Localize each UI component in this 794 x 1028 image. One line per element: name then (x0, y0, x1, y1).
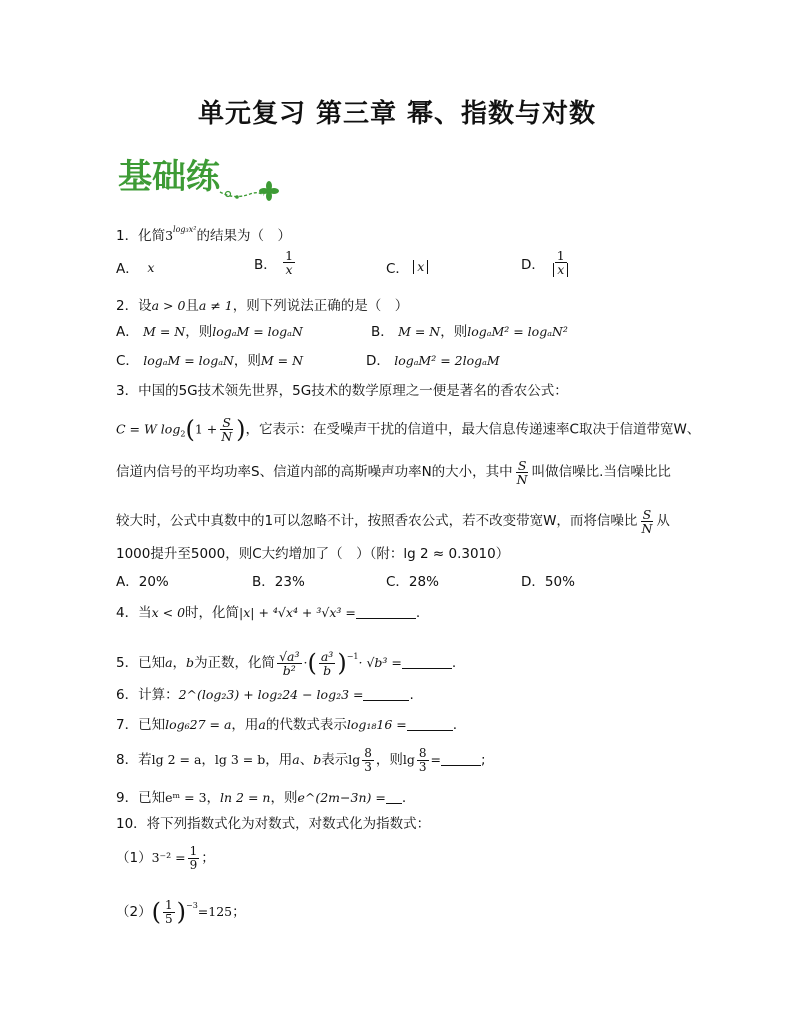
q5-text-a: 5．已知 (116, 655, 166, 671)
q10-p2-fraction (163, 899, 175, 926)
q5-exponent: −1 (346, 652, 359, 661)
q2-a-result: logₐM = logₐN (212, 324, 303, 339)
q3-line-1: 3．中国的5G技术领先世界，5G技术的数学原理之一便是著名的香农公式： (116, 383, 568, 399)
q1-a-label: A． (116, 261, 139, 277)
question-7 (116, 716, 457, 734)
q7-text-a: 7．已知 (116, 717, 166, 733)
q5-f1-den: b² (282, 662, 296, 678)
q8-text-c: 表示 (321, 752, 349, 768)
q9-sep: ， (206, 790, 221, 806)
q1-option-d[interactable] (521, 249, 572, 277)
question-6 (116, 686, 414, 704)
q3-snr-fraction-2 (639, 508, 654, 535)
q4-expr: |x| + ⁴√x⁴ + ³√x³ = (239, 605, 356, 620)
q2-c-label: C． (116, 353, 139, 369)
question-5: 5．已知a，b为正数，化简 $\frac{\text{√a³}}{\text{b²}}$ ·( $\frac{\text{a³}}{b}$ )$^{-1}$· √b³ = . (116, 648, 457, 678)
q8-e2: lg 3 = b (214, 752, 266, 767)
q3-formula-fraction (219, 416, 234, 443)
q3-formula-sub: 2 (180, 429, 186, 439)
q8-var-b: b (313, 752, 322, 767)
q1-d-num: 1 (556, 248, 565, 263)
q8-lg-2: lg (402, 752, 415, 767)
q8-end: ; (481, 752, 486, 768)
q3-snr-fraction-1 (515, 459, 530, 486)
q4-end: . (415, 605, 421, 621)
q3-line-4 (116, 507, 670, 535)
q3-option-b[interactable]: B．23% (252, 574, 305, 590)
question-8 (116, 746, 486, 774)
q8-den-2: 3 (418, 759, 427, 774)
q9-answer-blank[interactable] (386, 791, 402, 804)
q2-option-c[interactable] (116, 352, 303, 370)
q5-text-c: 为正数，化简 (194, 655, 276, 671)
q1-b-den: x (285, 262, 293, 277)
q10-p2-end: ； (232, 904, 246, 920)
q10-p1-label: （1） (116, 850, 152, 866)
q2-d-label: D． (366, 353, 390, 369)
q8-text-a: 8．若 (116, 752, 152, 768)
q10-p2-label: （2） (116, 904, 152, 920)
q5-fraction-2 (319, 650, 335, 677)
q8-text-b: ，用 (265, 752, 293, 768)
q8-den-1: 3 (364, 759, 372, 774)
q10-p1-den: 9 (189, 857, 198, 872)
q10-part-1 (116, 843, 215, 873)
q2-cond-1: a > 0 (151, 298, 186, 313)
q3-line-2-text: ，它表示：在受噪声干扰的信道中，最大信息传递速率C取决于信道带宽W、 (245, 421, 701, 438)
q2-b-result: logₐM² = logₐN² (467, 324, 568, 339)
q8-dot: 、 (299, 752, 314, 768)
q1-c-label: C． (386, 261, 409, 277)
q10-part-2: （2）( $\frac{1}{5}$ )$^{-3}$=125； (116, 897, 246, 926)
q2-b-cond: M = N (398, 324, 441, 339)
q2-stem-3: ，则下列说法正确的是（ ） (232, 298, 409, 314)
q6-end: . (409, 687, 414, 703)
q2-d-expr: logₐM² = 2logₐM (394, 353, 500, 368)
q4-text-b: 时，化简 (185, 605, 240, 621)
question-9 (116, 789, 406, 807)
q1-a-value: x (147, 259, 155, 275)
q1-suffix: 的结果为（ ） (196, 228, 291, 244)
q10-p1-num: 1 (189, 843, 198, 858)
q1-b-label: B． (254, 256, 277, 273)
q10-p1-fraction (188, 845, 200, 872)
q2-option-d[interactable] (366, 352, 500, 370)
q3-line-4-a: 较大时，公式中真数中的1可以忽略不计，按照香农公式，若不改变带宽W，而将信噪比 (116, 513, 638, 529)
q6-text: 6．计算： (116, 687, 179, 703)
q5-text-b: ， (172, 655, 187, 671)
q5-fraction-1 (277, 650, 301, 677)
q10-p2-exp: −3 (185, 901, 198, 910)
q7-expr-b: log₁₈16 = (346, 717, 407, 732)
q2-a-cond: M = N (143, 324, 186, 339)
q5-var-a: a (165, 655, 173, 670)
q10-p2-num: 1 (164, 897, 173, 912)
q3-formula-left: C = W log (116, 421, 181, 437)
q7-text-c: 的代数式表示 (265, 717, 347, 733)
q3-formula-den: N (221, 429, 233, 444)
q3-formula-num: S (222, 415, 231, 430)
q9-end: . (401, 790, 407, 806)
q3-option-c[interactable]: C．28% (386, 574, 439, 590)
q8-sep: ， (201, 752, 215, 768)
q4-cond: x < 0 (151, 605, 186, 620)
q2-b-label: B． (371, 324, 394, 340)
q1-options (116, 249, 716, 285)
q1-prefix: 1．化简 (116, 228, 166, 244)
question-4 (116, 604, 420, 622)
q3-snr-num-2: S (642, 506, 652, 522)
q2-stem-2: 且 (185, 298, 199, 314)
q2-cond-2: a ≠ 1 (198, 298, 233, 313)
q9-e2: ln 2 = n (220, 790, 271, 805)
q3-snr-den-1: N (516, 471, 528, 487)
q3-line-3 (116, 458, 671, 486)
q10-p2-den: 5 (164, 911, 173, 926)
q2-option-a[interactable] (116, 323, 303, 341)
q8-num-2: 8 (418, 745, 427, 760)
q3-line-2: C = W $\log_2(1$ + $\frac{S}{N}$ )，它表示：在受噪声干扰的信道中，最大信息传递速率C取决于信道带宽W、 (116, 415, 701, 444)
q1-d-den: x (553, 263, 568, 277)
q2-stem-1: 2．设 (116, 298, 152, 314)
q1-d-fraction (551, 249, 570, 277)
q6-answer-blank[interactable] (363, 688, 409, 701)
q3-line-3-b: 叫做信噪比.当信噪比比 (531, 464, 671, 480)
q7-answer-blank[interactable] (407, 718, 453, 731)
q2-c-then: ，则 (233, 353, 261, 369)
q4-answer-blank[interactable] (356, 606, 416, 619)
q5-end: . (451, 655, 457, 671)
q1-option-a[interactable] (116, 257, 154, 277)
question-2 (116, 297, 408, 315)
q9-text-b: ，则 (270, 790, 298, 806)
q1-base: 3 (165, 228, 174, 243)
q3-line-4-b: 从 (656, 513, 670, 529)
section-badge (116, 148, 286, 206)
q9-e1: eᵐ = 3 (165, 790, 207, 805)
q8-text-d: ，则 (375, 752, 403, 768)
q2-a-then: ，则 (185, 324, 213, 340)
q5-tail: · √b³ = (358, 655, 402, 670)
q2-c-result: M = N (260, 353, 304, 368)
q10-p2-rhs: =125 (197, 904, 233, 919)
q5-f2-den: b (323, 662, 332, 678)
q1-b-num: 1 (285, 248, 294, 263)
q1-option-c[interactable] (386, 257, 428, 277)
q8-fraction-1 (362, 747, 374, 774)
q7-var: a (258, 717, 266, 732)
q3-line-5: 1000提升至5000，则C大约增加了（ ）（附：lg 2 ≈ 0.3010） (116, 546, 510, 562)
q4-text-a: 4．当 (116, 605, 152, 621)
q8-num-1: 8 (364, 745, 372, 760)
q3-snr-num-1: S (517, 457, 527, 473)
q5-f2-num: a³ (320, 648, 334, 664)
q2-option-b[interactable] (371, 323, 568, 341)
q3-formula-one: 1 + (194, 421, 218, 437)
q9-e3: e^(2m−3n) = (297, 790, 386, 805)
q8-var-a: a (292, 752, 300, 767)
q7-text-b: ，用 (231, 717, 259, 733)
q3-snr-den-2: N (641, 520, 653, 536)
q5-var-b: b (186, 655, 195, 670)
q7-end: . (452, 717, 458, 733)
q1-d-label: D． (521, 257, 545, 273)
question-1 (116, 221, 291, 245)
q3-option-d[interactable]: D．50% (521, 574, 575, 590)
q2-c-cond: logₐM = logₐN (143, 353, 234, 368)
q10-stem: 10．将下列指数式化为对数式，对数式化为指数式： (116, 816, 431, 832)
q8-eq: = (430, 752, 441, 767)
q6-expr: 2^(log₂3) + log₂24 − log₂3 = (178, 687, 364, 702)
q1-exponent: log₃x² (173, 225, 197, 234)
section-label: 基础练 (118, 157, 220, 197)
q8-answer-blank[interactable] (441, 753, 481, 766)
q1-option-b[interactable] (254, 249, 297, 276)
page-title: 单元复习 第三章 幂、指数与对数 (197, 99, 597, 129)
q8-e1: lg 2 = a (151, 752, 202, 767)
q7-expr-a: log₆27 = a (165, 717, 232, 732)
q2-a-label: A． (116, 324, 139, 340)
q2-b-then: ，则 (440, 324, 468, 340)
q10-p1-expr: 3⁻² = (151, 850, 186, 865)
q9-text-a: 9．已知 (116, 790, 166, 806)
q8-fraction-2 (417, 747, 429, 774)
badge-decoration-icon (116, 148, 286, 206)
q3-line-3-a: 信道内信号的平均功率S、信道内部的高斯噪声功率N的大小，其中 (116, 464, 513, 480)
q8-lg-1: lg (348, 752, 361, 767)
q5-answer-blank[interactable] (402, 656, 452, 669)
q1-c-value: x (413, 260, 428, 274)
q3-option-a[interactable]: A．20% (116, 574, 169, 590)
q10-p1-end: ； (201, 850, 215, 866)
q1-b-fraction (283, 249, 295, 276)
q5-f1-num: √a³ (279, 648, 300, 664)
